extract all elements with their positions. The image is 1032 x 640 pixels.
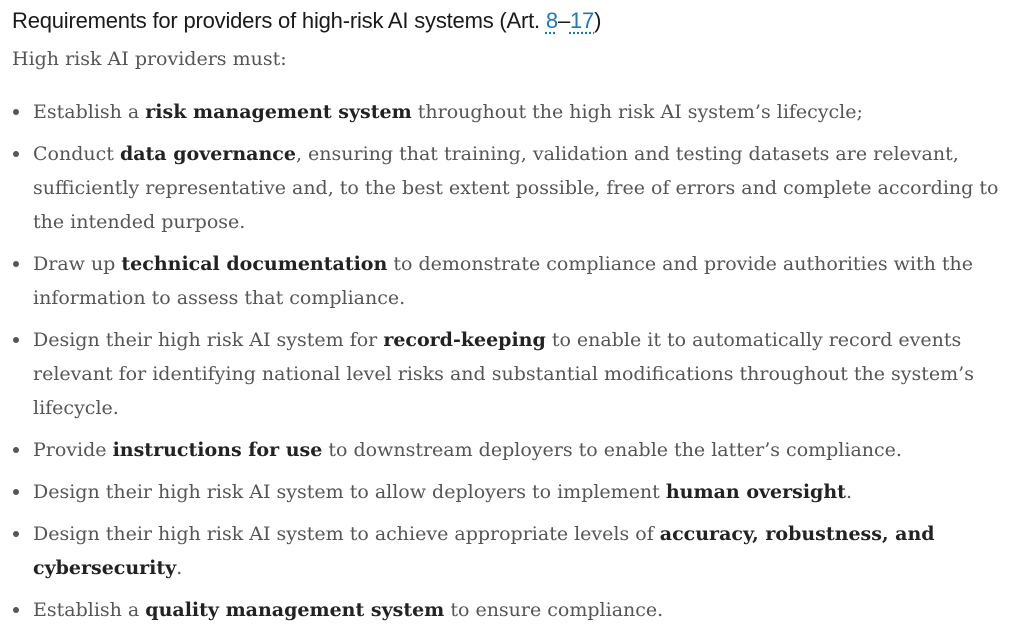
list-item-text: Conduct [33, 143, 120, 165]
heading-prefix: Requirements for providers of high-risk AI systems (Art. [12, 8, 546, 33]
list-item-text: , ensuring that training, validation and testing datasets are relevant, sufficiently representative and, to the best extent possible, free of errors and complete according to the intended purpose. [33, 143, 999, 233]
list-item-text: to enable it to automatically record events relevant for identifying national level risks and substantial modifications throughout the system’s lifecycle. [33, 329, 974, 419]
list-item-key-term: instructions for use [112, 439, 323, 461]
list-item [12, 517, 1020, 585]
list-item-key-term: human oversight [665, 481, 846, 503]
requirements-list [12, 95, 1020, 627]
intro-text: High risk AI providers must: [12, 48, 287, 70]
list-item [12, 433, 1020, 467]
list-item-key-term: record-keeping [383, 329, 546, 351]
list-item-text: to downstream deployers to enable the latter’s compliance. [322, 439, 902, 461]
list-item-text: Draw up [33, 253, 122, 275]
list-item [12, 323, 1020, 425]
list-item-text: Design their high risk AI system for [33, 329, 384, 351]
list-item-key-term: risk management system [145, 101, 412, 123]
list-item [12, 475, 1020, 509]
list-item-text: Provide [33, 439, 113, 461]
list-item-key-term: technical documentation [121, 253, 388, 275]
list-item-text: to demonstrate compliance and provide authorities with the information to assess that compliance. [33, 253, 974, 309]
list-item [12, 137, 1020, 239]
list-item-text: Establish a [33, 599, 146, 621]
list-item [12, 593, 1020, 627]
heading-dash: – [557, 8, 570, 33]
article-8-link[interactable]: 8 [545, 8, 558, 33]
list-item-text: . [845, 481, 852, 503]
list-item-key-term: quality management system [145, 599, 445, 621]
list-item [12, 95, 1020, 129]
list-item-text: . [176, 557, 183, 579]
article-17-link[interactable]: 17 [569, 8, 595, 33]
heading-suffix: ) [594, 8, 602, 33]
list-item-key-term: accuracy, robustness, and cybersecurity [33, 523, 935, 579]
list-item-key-term: data governance [119, 143, 296, 165]
list-item-text: to ensure compliance. [444, 599, 664, 621]
list-item-text: Design their high risk AI system to allow deployers to implement [33, 481, 666, 503]
section-heading [12, 4, 1020, 38]
list-item-text: Design their high risk AI system to achieve appropriate levels of [33, 523, 660, 545]
list-item-text: throughout the high risk AI system’s lifecycle; [411, 101, 863, 123]
list-item [12, 247, 1020, 315]
list-item-text: Establish a [33, 101, 146, 123]
